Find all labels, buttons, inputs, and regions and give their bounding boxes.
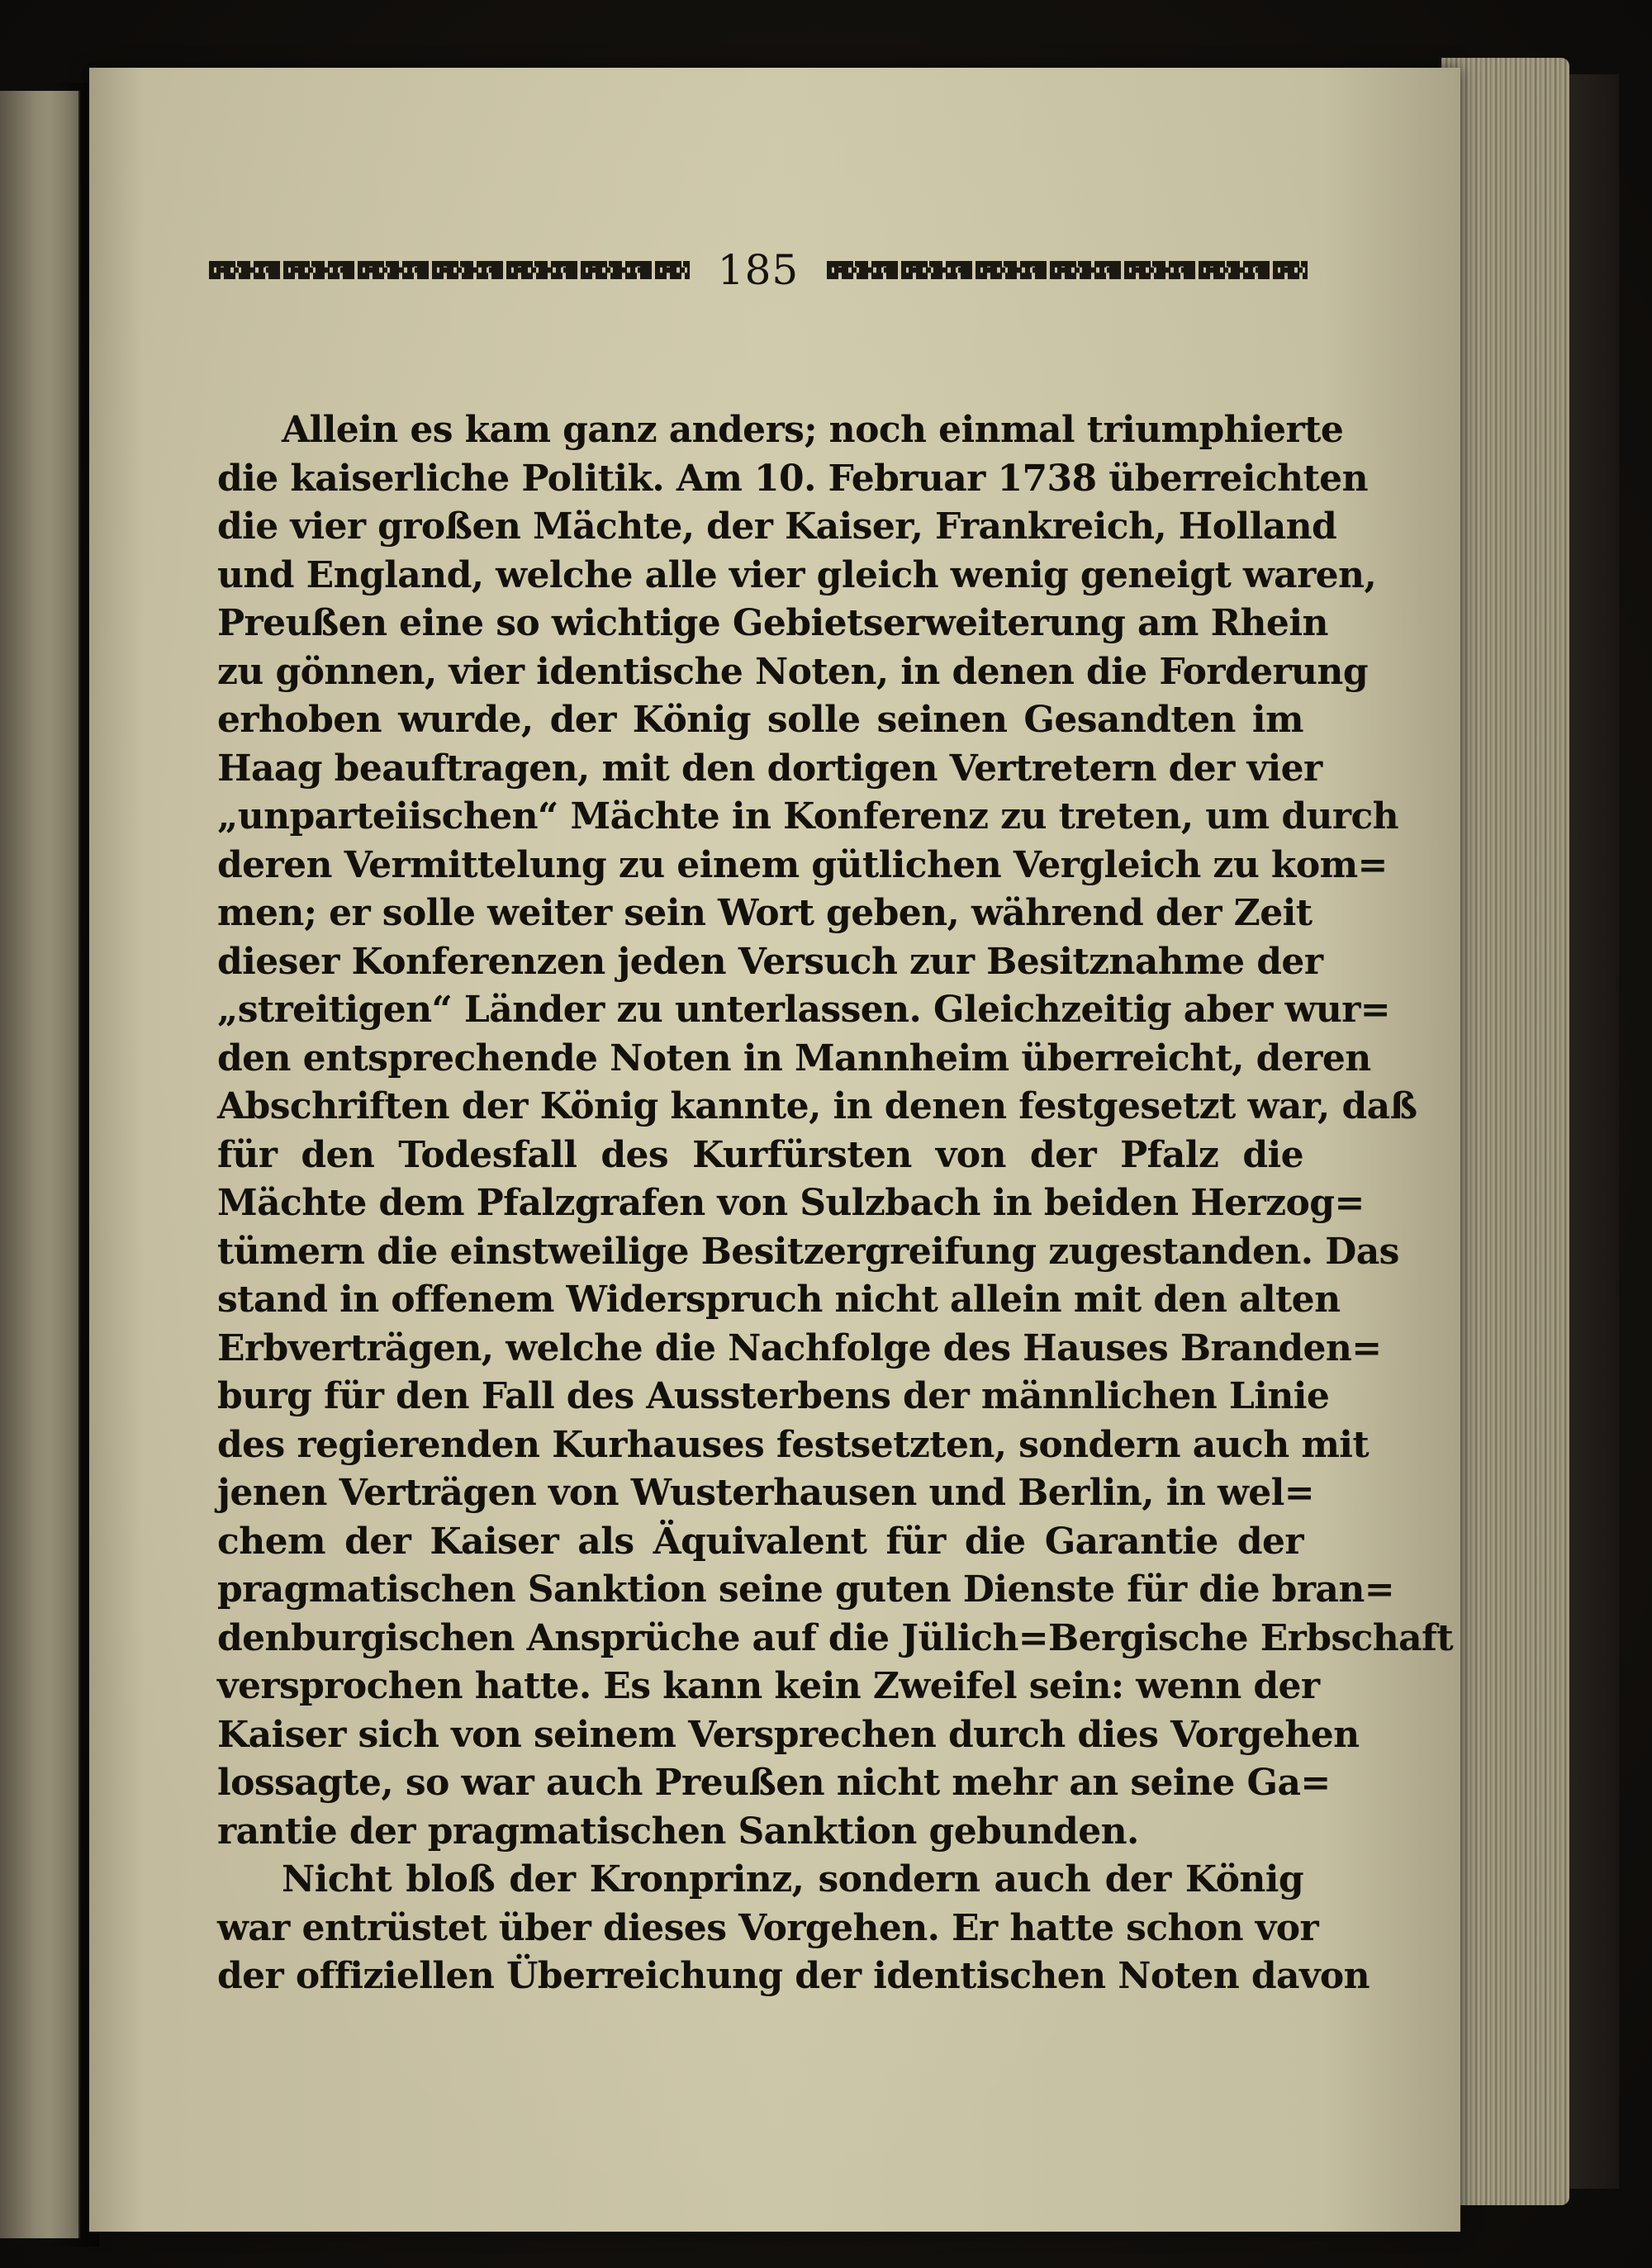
page-header [209,241,1308,299]
text-line: die vier großen Mächte, der Kaiser, Frankreich, Holland [217,505,1337,548]
text-line: dieser Konferenzen jeden Versuch zur Besitznahme der [217,940,1323,983]
text-line: burg für den Fall des Aussterbens der männlichen Linie [217,1375,1330,1417]
text-line: Haag beauftragen, mit den dortigen Vertretern der vier [217,747,1322,790]
header-ornament-left [209,261,690,279]
text-line: „streitigen“ Länder zu unterlassen. Gleichzeitig aber wur= [217,989,1391,1031]
text-line: lossagte, so war auch Preußen nicht mehr an seine Ga= [217,1762,1331,1804]
text-line: denburgischen Ansprüche auf die Jülich=Bergische Erbschaft [217,1616,1454,1659]
text-line: Erbverträgen, welche die Nachfolge des Hauses Branden= [217,1326,1382,1369]
text-line: Nicht bloß der Kronprinz, sondern auch der König [282,1858,1303,1900]
text-line: des regierenden Kurhauses festsetzten, sondern auch mit [217,1423,1370,1466]
text-line: men; er solle weiter sein Wort geben, während der Zeit [217,892,1313,934]
text-line: Abschriften der König kannte, in denen festgesetzt war, daß [217,1085,1417,1127]
text-line: rantie der pragmatischen Sanktion gebunden. [217,1810,1139,1853]
text-line: der offiziellen Überreichung der identischen Noten davon [217,1955,1370,1997]
text-line: chem der Kaiser als Äquivalent für die Garantie der [217,1520,1303,1563]
text-line: für den Todesfall des Kurfürsten von der Pfalz die [217,1133,1303,1176]
text-line: tümern die einstweilige Besitzergreifung zugestanden. Das [217,1230,1399,1273]
text-line: zu gönnen, vier identische Noten, in denen die Forderung [217,650,1368,693]
text-line: Mächte dem Pfalzgrafen von Sulzbach in beiden Herzog= [217,1182,1365,1224]
text-line: Kaiser sich von seinem Versprechen durch dies Vorgehen [217,1713,1360,1756]
header-ornament-right [827,261,1308,279]
body-text [217,406,1454,2001]
text-line: und England, welche alle vier gleich wenig geneigt waren, [217,553,1377,596]
text-line: Allein es kam ganz anders; noch einmal triumphierte [282,409,1344,451]
page-number: 185 [717,246,800,294]
text-line: „unparteiischen“ Mächte in Konferenz zu treten, um durch [217,795,1399,837]
text-line: versprochen hatte. Es kann kein Zweifel sein: wenn der [217,1665,1320,1707]
text-line: war entrüstet über dieses Vorgehen. Er hatte schon vor [217,1906,1319,1949]
text-line: die kaiserliche Politik. Am 10. Februar 1738 überreichten [217,457,1368,500]
text-line: pragmatischen Sanktion seine guten Dienste für die bran= [217,1568,1394,1611]
page-stack-edges [1441,58,1569,2205]
text-line: Preußen eine so wichtige Gebietserweiterung am Rhein [217,602,1328,644]
text-line: erhoben wurde, der König solle seinen Gesandten im [217,699,1303,741]
text-line: deren Vermittelung zu einem gütlichen Vergleich zu kom= [217,843,1388,886]
text-line: jenen Verträgen von Wusterhausen und Berlin, in wel= [217,1472,1315,1514]
book-page [89,68,1460,2232]
text-line: stand in offenem Widerspruch nicht allein mit den alten [217,1279,1341,1321]
text-line: den entsprechende Noten in Mannheim überreicht, deren [217,1037,1371,1079]
